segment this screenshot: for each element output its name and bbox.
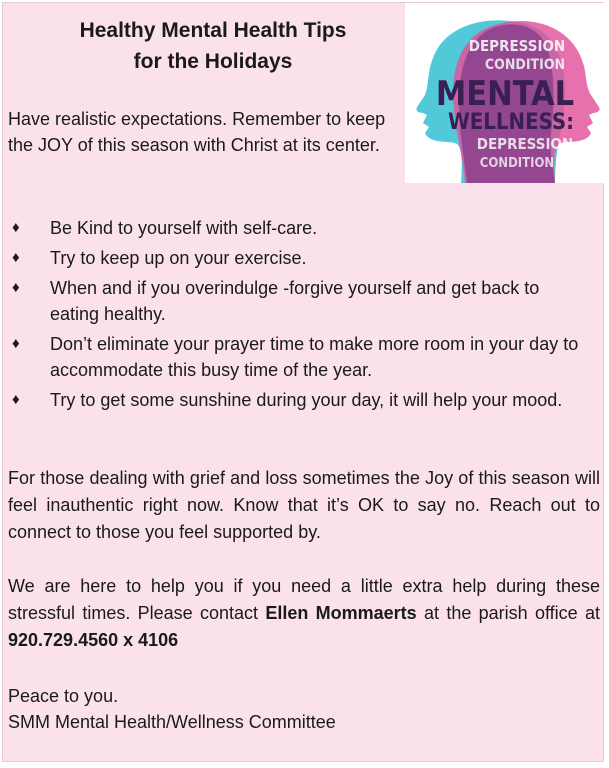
tips-list <box>8 215 593 417</box>
title-line-2: for the Holidays <box>133 50 293 73</box>
contact-name: Ellen Mommaerts <box>265 603 417 623</box>
banner-word-condition-top: CONDITION <box>484 57 566 73</box>
diamond-bullet-icon: ♦ <box>12 219 20 236</box>
closing-signature <box>8 683 336 735</box>
intro-paragraph: Have realistic expectations. Remember to keep the JOY of this season with Christ at its center. <box>8 109 386 155</box>
help-paragraph <box>8 573 600 654</box>
banner-word-mental: MENTAL <box>435 74 575 114</box>
page-title <box>23 15 403 77</box>
tip-text: Don’t eliminate your prayer time to make more room in your day to accommodate this busy time of the year. <box>50 334 579 380</box>
list-item <box>8 215 593 241</box>
banner-word-depression-top: DEPRESSION <box>468 37 566 55</box>
diamond-bullet-icon: ♦ <box>12 335 20 352</box>
phone-number: 920.729.4560 x 4106 <box>8 630 179 650</box>
banner-word-wellness: WELLNESS: <box>447 110 575 135</box>
help-text-2: at the parish office at <box>416 603 600 623</box>
tip-text: Try to keep up on your exercise. <box>50 248 307 268</box>
committee-name: SMM Mental Health/Wellness Committee <box>8 712 336 732</box>
closing-greeting: Peace to you. <box>8 686 119 706</box>
title-line-1: Healthy Mental Health Tips <box>79 19 347 42</box>
tip-text: Try to get some sunshine during your day, it will help your mood. <box>50 390 563 410</box>
flyer-page <box>2 2 604 762</box>
two-heads-illustration <box>405 3 605 183</box>
grief-paragraph: For those dealing with grief and loss sometimes the Joy of this season will feel inauthentic right now. Know that it’s OK to say no. Reach out to connect to those you feel supported by. <box>8 468 600 542</box>
diamond-bullet-icon: ♦ <box>12 249 20 266</box>
list-item <box>8 331 593 383</box>
diamond-bullet-icon: ♦ <box>12 391 20 408</box>
banner-word-condition-bottom: CONDITION <box>479 156 555 171</box>
banner-word-depression-bottom: DEPRESSION <box>476 135 574 153</box>
diamond-bullet-icon: ♦ <box>12 279 20 296</box>
list-item <box>8 275 593 327</box>
tip-text: When and if you overindulge -forgive yourself and get back to eating healthy. <box>50 278 540 324</box>
tip-text: Be Kind to yourself with self-care. <box>50 218 318 238</box>
help-text-1: We are here to help you if you need a little extra help during these stressful times. Please contact <box>8 576 600 623</box>
mental-wellness-image <box>405 3 605 183</box>
list-item <box>8 387 593 413</box>
list-item <box>8 245 593 271</box>
